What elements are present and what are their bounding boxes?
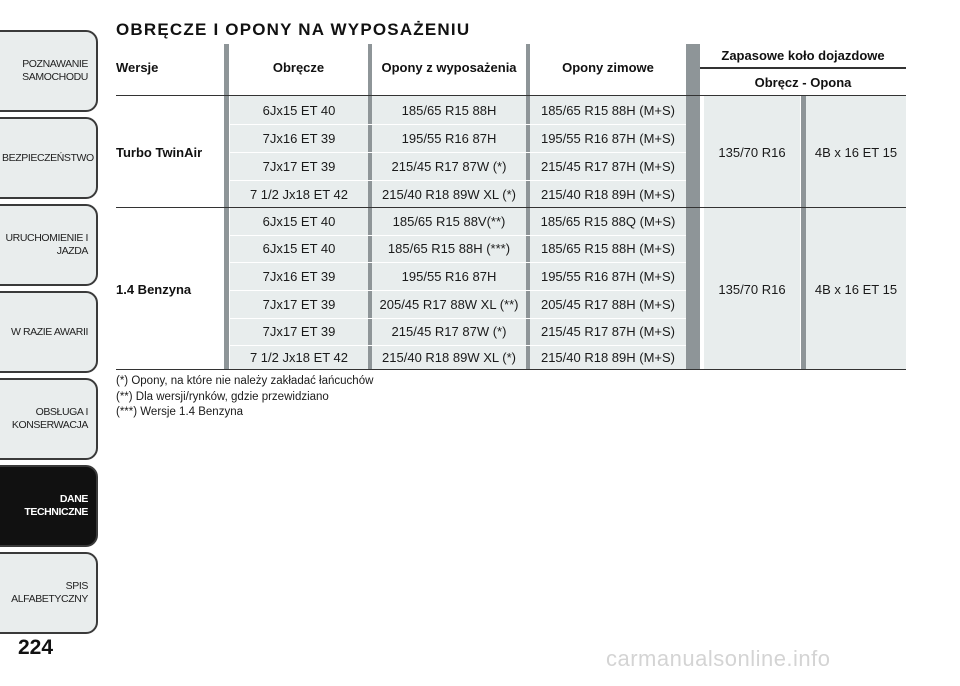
- winter-cell: 195/55 R16 87H (M+S): [540, 268, 676, 284]
- version-1-4-benzyna: 1.4 Benzyna: [116, 281, 192, 297]
- tab-bezpieczenstwo[interactable]: BEZPIECZEŃSTWO: [0, 117, 98, 199]
- winter-cell: 195/55 R16 87H (M+S): [540, 130, 676, 146]
- spare-rim-cell: 4B x 16 ET 15: [814, 144, 898, 160]
- tyre-cell: 215/40 R18 89W XL (*): [382, 186, 516, 202]
- rim-cell: 6Jx15 ET 40: [262, 241, 336, 256]
- winter-cell: 215/45 R17 87H (M+S): [540, 158, 676, 174]
- tab-poznawanie-samochodu[interactable]: POZNAWANIE SAMOCHODU: [0, 30, 98, 112]
- rims-tyres-table: [116, 44, 906, 370]
- page-title: OBRĘCZE I OPONY NA WYPOSAŻENIU: [116, 20, 471, 39]
- spare-header-rule: [700, 67, 906, 69]
- rim-cell: 7Jx16 ET 39: [262, 130, 336, 146]
- page-number: 224: [18, 636, 54, 659]
- footnote: (**) Dla wersji/rynków, gdzie przewidziano: [116, 390, 329, 403]
- watermark: carmanualsonline.info: [606, 646, 831, 671]
- rim-cell: 7Jx16 ET 39: [262, 268, 336, 284]
- header-spare-rim-tyre: Obręcz - Opona: [754, 74, 852, 90]
- header-spare-wheel: Zapasowe koło dojazdowe: [721, 47, 885, 63]
- footnote: (***) Wersje 1.4 Benzyna: [116, 406, 243, 418]
- spare-rim-cell: 4B x 16 ET 15: [814, 281, 898, 297]
- tyre-cell: 185/65 R15 88H (***): [387, 241, 511, 256]
- winter-cell: 215/45 R17 87H (M+S): [540, 324, 676, 339]
- spare-tyre-cell: 135/70 R16: [718, 144, 786, 160]
- tab-uruchomienie-i-jazda[interactable]: URUCHOMIENIE I JAZDA: [0, 204, 98, 286]
- tab-dane-techniczne[interactable]: DANE TECHNICZNE: [0, 465, 98, 547]
- winter-cell: 185/65 R15 88Q (M+S): [540, 214, 676, 229]
- header-version: Wersje: [116, 59, 159, 75]
- rim-cell: 6Jx15 ET 40: [262, 214, 336, 229]
- winter-cell: 205/45 R17 88H (M+S): [540, 296, 676, 312]
- winter-cell: 185/65 R15 88H (M+S): [540, 241, 676, 256]
- header-winter-tyres: Opony zimowe: [562, 59, 654, 75]
- tyre-cell: 215/45 R17 87W (*): [391, 324, 507, 339]
- header-rims: Obręcze: [272, 59, 325, 75]
- tyre-cell: 185/65 R15 88V(**): [392, 214, 506, 229]
- rim-cell: 6Jx15 ET 40: [262, 102, 336, 118]
- tyre-cell: 195/55 R16 87H: [401, 268, 497, 284]
- tyre-cell: 195/55 R16 87H: [401, 130, 497, 146]
- footnote: (*) Opony, na które nie należy zakładać łańcuchów: [116, 375, 374, 387]
- version-turbo-twinair: Turbo TwinAir: [116, 144, 203, 160]
- tyre-cell: 215/45 R17 87W (*): [391, 158, 507, 174]
- tab-spis-alfabetyczny[interactable]: SPIS ALFABETYCZNY: [0, 552, 98, 634]
- header-tyres: Opony z wyposażenia: [381, 59, 517, 75]
- rim-cell: 7Jx17 ET 39: [262, 324, 336, 339]
- winter-cell: 215/40 R18 89H (M+S): [540, 349, 676, 365]
- winter-cell: 185/65 R15 88H (M+S): [540, 102, 676, 118]
- rim-cell: 7Jx17 ET 39: [262, 158, 336, 174]
- spare-tyre-cell: 135/70 R16: [718, 281, 786, 297]
- rim-cell: 7Jx17 ET 39: [262, 296, 336, 312]
- tyre-cell: 205/45 R17 88W XL (**): [379, 296, 519, 312]
- footnotes: [116, 374, 373, 421]
- tab-obsluga-i-konserwacja[interactable]: OBSŁUGA I KONSERWACJA: [0, 378, 98, 460]
- tab-w-razie-awarii[interactable]: W RAZIE AWARII: [0, 291, 98, 373]
- rim-cell: 7 1/2 Jx18 ET 42: [249, 186, 349, 202]
- rim-cell: 7 1/2 Jx18 ET 42: [249, 349, 349, 365]
- tyre-cell: 185/65 R15 88H: [401, 102, 497, 118]
- winter-cell: 215/40 R18 89H (M+S): [540, 186, 676, 202]
- tyre-cell: 215/40 R18 89W XL (*): [382, 349, 516, 365]
